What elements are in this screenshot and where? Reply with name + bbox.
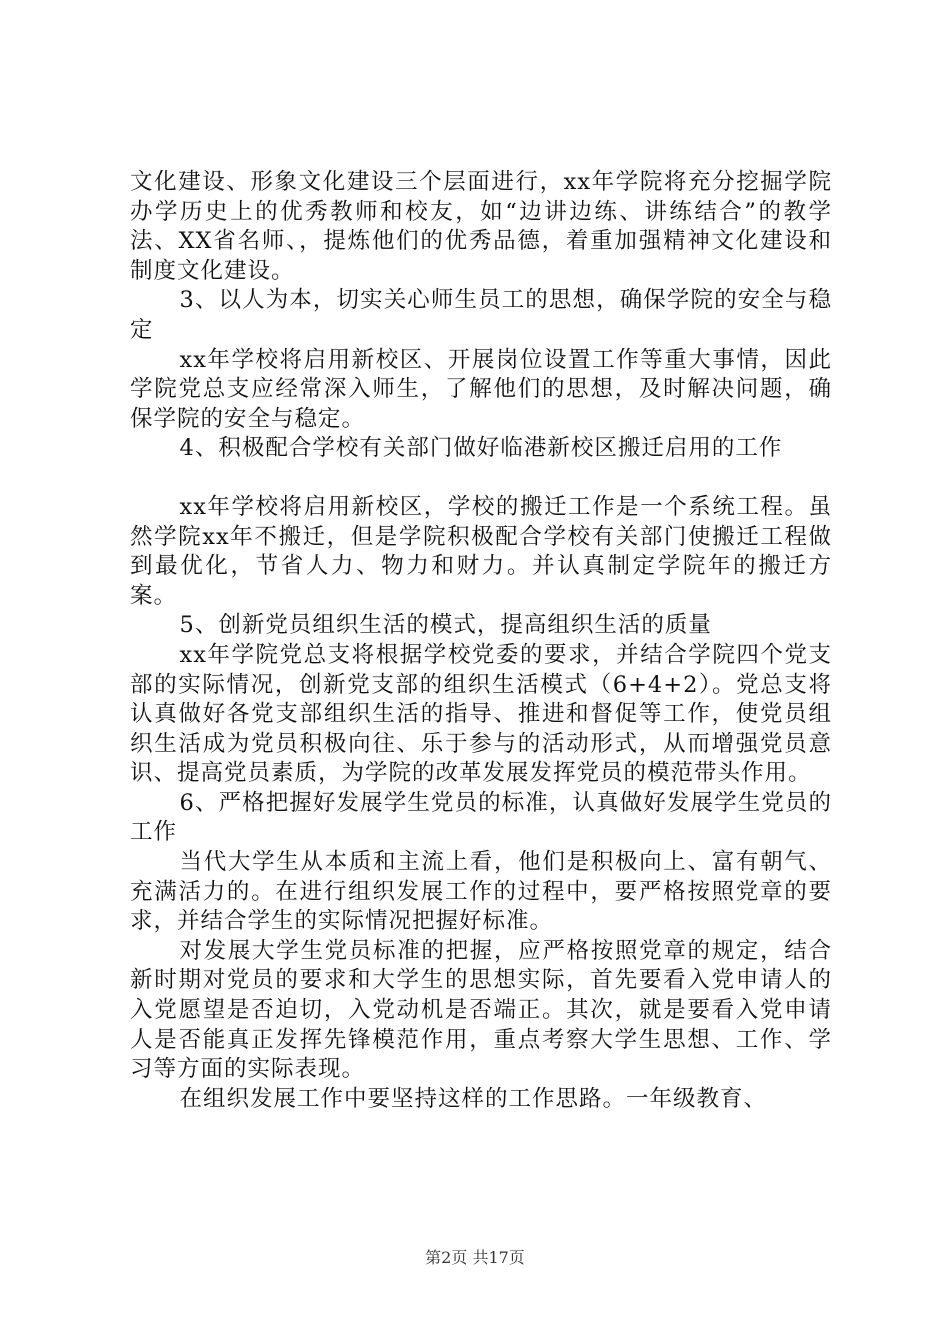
paragraph-1: 文化建设、形象文化建设三个层面进行，xx年学院将充分挖掘学院办学历史上的优秀教师和校友，如“边讲边练、讲练结合”的教学法、XX省名师、，提炼他们的优秀品德，着重加强精神文化建设和制度文化建设。 — [130, 169, 832, 284]
paragraph-9: 当代大学生从本质和主流上看，他们是积极向上、富有朝气、充满活力的。在进行组织发展工作的过程中，要严格按照党章的要求，并结合学生的实际情况把握好标准。 — [130, 849, 832, 935]
page-footer: 第2页 共17页 — [425, 1248, 525, 1267]
paragraph-11: 在组织发展工作中要坚持这样的工作思路。一年级教育、 — [179, 1085, 768, 1112]
heading-4: 4、积极配合学校有关部门做好临港新校区搬迁启用的工作 — [179, 435, 783, 462]
heading-6: 6、严格把握好发展学生党员的标准，认真做好发展学生党员的工作 — [130, 789, 832, 846]
document-body — [130, 168, 832, 1114]
heading-5: 5、创新党员组织生活的模式，提高组织生活的质量 — [179, 612, 712, 639]
paragraph-7: xx年学院党总支将根据学校党委的要求，并结合学院四个党支部的实际情况，创新党支部的组织生活模式（6+4+2）。党总支将认真做好各党支部组织生活的指导、推进和督促等工作，使党员组织生活成为党员积极向往、乐于参与的活动形式，从而增强党员意识、提高党员素质，为学院的改革发展发挥党员的模范带头作用。 — [130, 641, 832, 787]
paragraph-3: xx年学校将启用新校区、开展岗位设置工作等重大事情，因此学院党总支应经常深入师生，了解他们的思想，及时解决问题，确保学院的安全与稳定。 — [130, 346, 832, 432]
paragraph-5: xx年学校将启用新校区，学校的搬迁工作是一个系统工程。虽然学院xx年不搬迁，但是学院积极配合学校有关部门使搬迁工程做到最优化，节省人力、物力和财力。并认真制定学院年的搬迁方案。 — [130, 493, 832, 609]
paragraph-10: 对发展大学生党员标准的把握，应严格按照党章的规定，结合新时期对党员的要求和大学生的思想实际，首先要看入党申请人的入党愿望是否迫切，入党动机是否端正。其次，就是要看入党申请人是否能真正发挥先锋模范作用，重点考察大学生思想、工作、学习等方面的实际表现。 — [130, 937, 832, 1083]
heading-3: 3、以人为本，切实关心师生员工的思想，确保学院的安全与稳定 — [130, 287, 832, 343]
